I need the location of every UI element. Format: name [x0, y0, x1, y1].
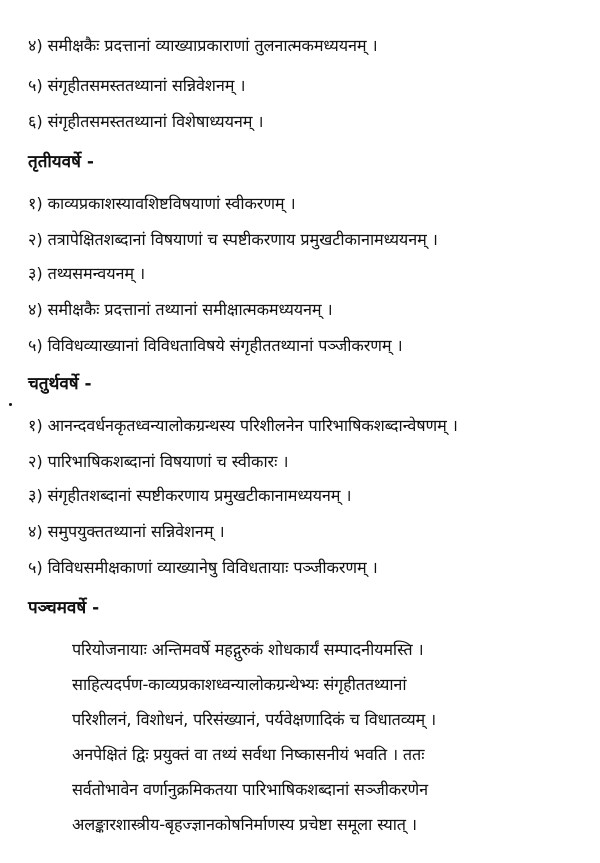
- list-item: ५) विविधव्याख्यानां विविधताविषये संगृहीततथ्यानां पञ्जीकरणम् ।: [28, 336, 403, 355]
- list-item: २) पारिभाषिकशब्दानां विषयाणां च स्वीकारः ।: [28, 452, 289, 471]
- list-item: १) काव्यप्रकाशस्यावशिष्टविषयाणां स्वीकरणम् ।: [28, 194, 296, 213]
- stray-dot: [9, 403, 12, 406]
- list-item: ४) समुपयुक्ततथ्यानां सन्निवेशनम् ।: [28, 522, 225, 541]
- list-item: २) तत्रापेक्षितशब्दानां विषयाणां च स्पष्टीकरणाय प्रमुखटीकानामध्ययनम् ।: [28, 230, 438, 249]
- paragraph-line: परिशीलनं, विशोधनं, परिसंख्यानं, पर्यवेक्षणादिकं च विधातव्यम् ।: [72, 710, 436, 729]
- list-item: ५) संगृहीतसमस्ततथ्यानां सन्निवेशनम् ।: [28, 76, 246, 95]
- list-item: १) आनन्दवर्धनकृतध्वन्यालोकग्रन्थस्य परिशीलनेन पारिभाषिकशब्दान्वेषणम् ।: [28, 416, 458, 435]
- section-heading-fourth-year: चतुर्थवर्षे -: [28, 374, 92, 394]
- list-item: ६) संगृहीतसमस्ततथ्यानां विशेषाध्ययनम् ।: [28, 112, 264, 131]
- paragraph-line: अनपेक्षितं द्विः प्रयुक्तं वा तथ्यं सर्वथा निष्कासनीयं भवति । ततः: [72, 745, 425, 764]
- list-item: ५) विविधसमीक्षकाणां व्याख्यानेषु विविधतायाः पञ्जीकरणम् ।: [28, 558, 378, 577]
- section-heading-fifth-year: पञ्चमवर्षे -: [28, 598, 100, 618]
- paragraph-line: परियोजनायाः अन्तिमवर्षे महद्गुरुकं शोधकार्यं सम्पादनीयमस्ति ।: [72, 640, 424, 659]
- paragraph-line: सर्वतोभावेन वर्णानुक्रमिकतया पारिभाषिकशब्दानां सञ्जीकरणेन: [72, 780, 428, 799]
- list-item: ४) समीक्षकैः प्रदत्तानां तथ्यानां समीक्षात्मकमध्ययनम् ।: [28, 300, 333, 319]
- list-item: ३) संगृहीतशब्दानां स्पष्टीकरणाय प्रमुखटीकानामध्ययनम् ।: [28, 486, 352, 505]
- section-heading-third-year: तृतीयवर्षे -: [28, 152, 94, 172]
- paragraph-line: साहित्यदर्पण-काव्यप्रकाशध्वन्यालोकग्रन्थेभ्यः संगृहीततथ्यानां: [72, 675, 407, 694]
- list-item: ४) समीक्षकैः प्रदत्तानां व्याख्याप्रकाराणां तुलनात्मकमध्ययनम् ।: [28, 36, 378, 55]
- list-item: ३) तथ्यसमन्वयनम् ।: [28, 264, 146, 283]
- paragraph-line: अलङ्कारशास्त्रीय-बृहज्ज्ञानकोषनिर्माणस्य प्रचेष्टा समूला स्यात् ।: [72, 815, 417, 834]
